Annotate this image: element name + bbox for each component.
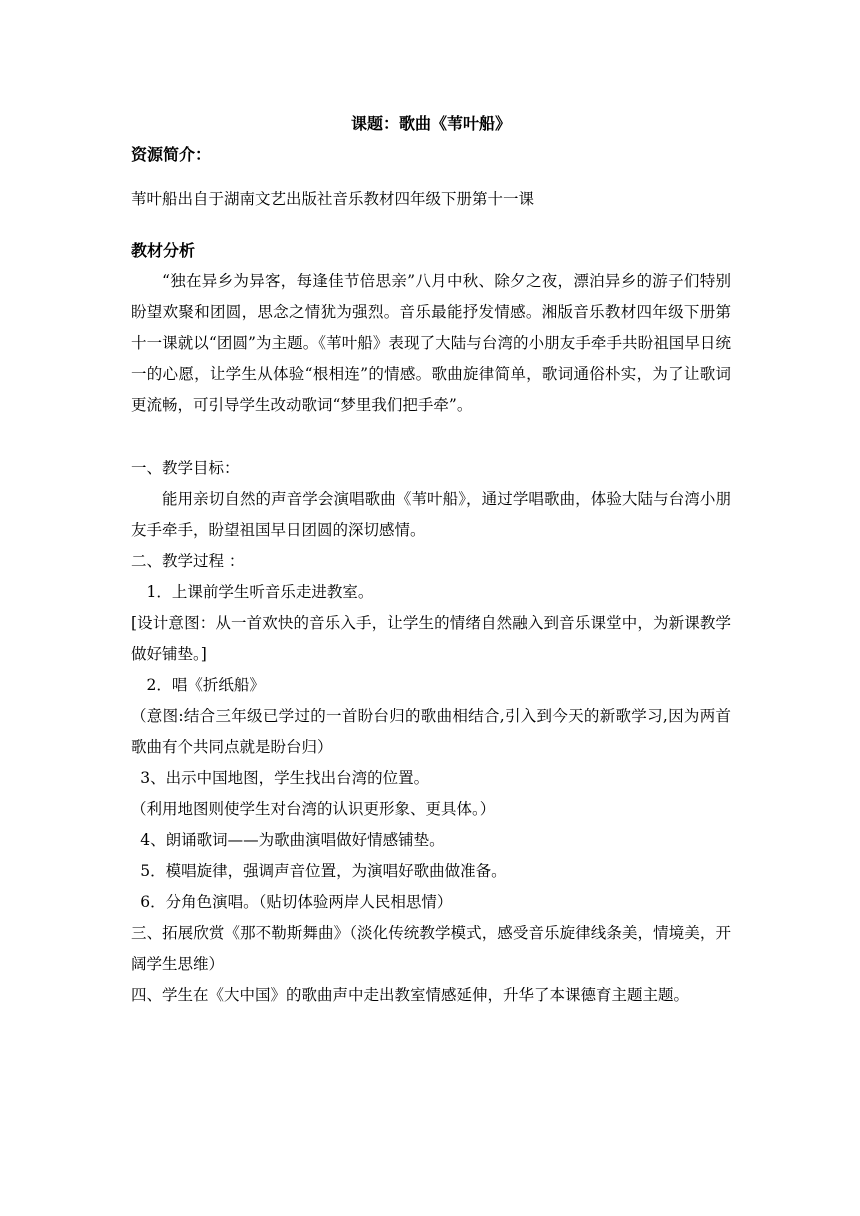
process-heading: 二、教学过程 ： [131, 552, 245, 570]
step-1: 1．上课前学生听音乐走进教室。 [146, 583, 374, 601]
step-6: 6．分角色演唱。（贴切体验两岸人民相思情） [140, 893, 453, 911]
spacer [131, 421, 731, 453]
resource-heading: 资源简介： [131, 145, 212, 164]
goals-heading: 一、教学目标： [131, 459, 240, 477]
step-5: 5．模唱旋律，强调声音位置，为演唱好歌曲做准备。 [140, 862, 507, 880]
page-title: 课题：歌曲《苇叶船》 [350, 114, 511, 133]
spacer [131, 170, 731, 184]
section-4: 四、学生在《大中国》的歌曲声中走出教室情感延伸，升华了本课德育主题主题。 [131, 986, 690, 1004]
analysis-paragraph: “独在异乡为异客，每逢佳节倍思亲”八月中秋、除夕之夜，漂泊异乡的游子们特别盼望欢聚和团圆，思念之情犹为强烈。音乐最能抒发情感。湘版音乐教材四年级下册第十一课就以“团圆”为主题。《苇叶船》表现了大陆与台湾的小朋友手牵手共盼祖国早日统一的心愿，让学生从体验“根相连”的情感。歌曲旋律简单，歌词通俗朴实，为了让歌词更流畅，可引导学生改动歌词“梦里我们把手牵”。 [131, 272, 731, 414]
step-4: 4、朗诵歌词——为歌曲演唱做好情感铺垫。 [140, 831, 445, 849]
step-2: 2．唱《折纸船》 [146, 676, 265, 694]
analysis-heading: 教材分析 [131, 241, 196, 260]
section-3: 三、拓展欣赏《那不勒斯舞曲》（淡化传统教学模式，感受音乐旋律线条美，情境美，开阔学生思维） [131, 924, 731, 973]
step-3: 3、出示中国地图，学生找出台湾的位置。 [140, 769, 430, 787]
step-1-note: [设计意图：从一首欢快的音乐入手，让学生的情绪自然融入到音乐课堂中，为新课教学做好铺垫。] [131, 614, 731, 663]
spacer [131, 215, 731, 235]
step-3-note: （利用地图则使学生对台湾的认识更形象、更具体。） [131, 800, 496, 818]
goals-paragraph: 能用亲切自然的声音学会演唱歌曲《苇叶船》，通过学唱歌曲，体验大陆与台湾小朋友手牵手，盼望祖国早日团圆的深切感情。 [131, 490, 731, 539]
document-body [131, 108, 731, 1011]
step-2-note: （意图:结合三年级已学过的一首盼台归的歌曲相结合,引入到今天的新歌学习,因为两首歌曲有个共同点就是盼台归） [131, 707, 731, 756]
resource-text: 苇叶船出自于湖南文艺出版社音乐教材四年级下册第十一课 [131, 190, 535, 208]
